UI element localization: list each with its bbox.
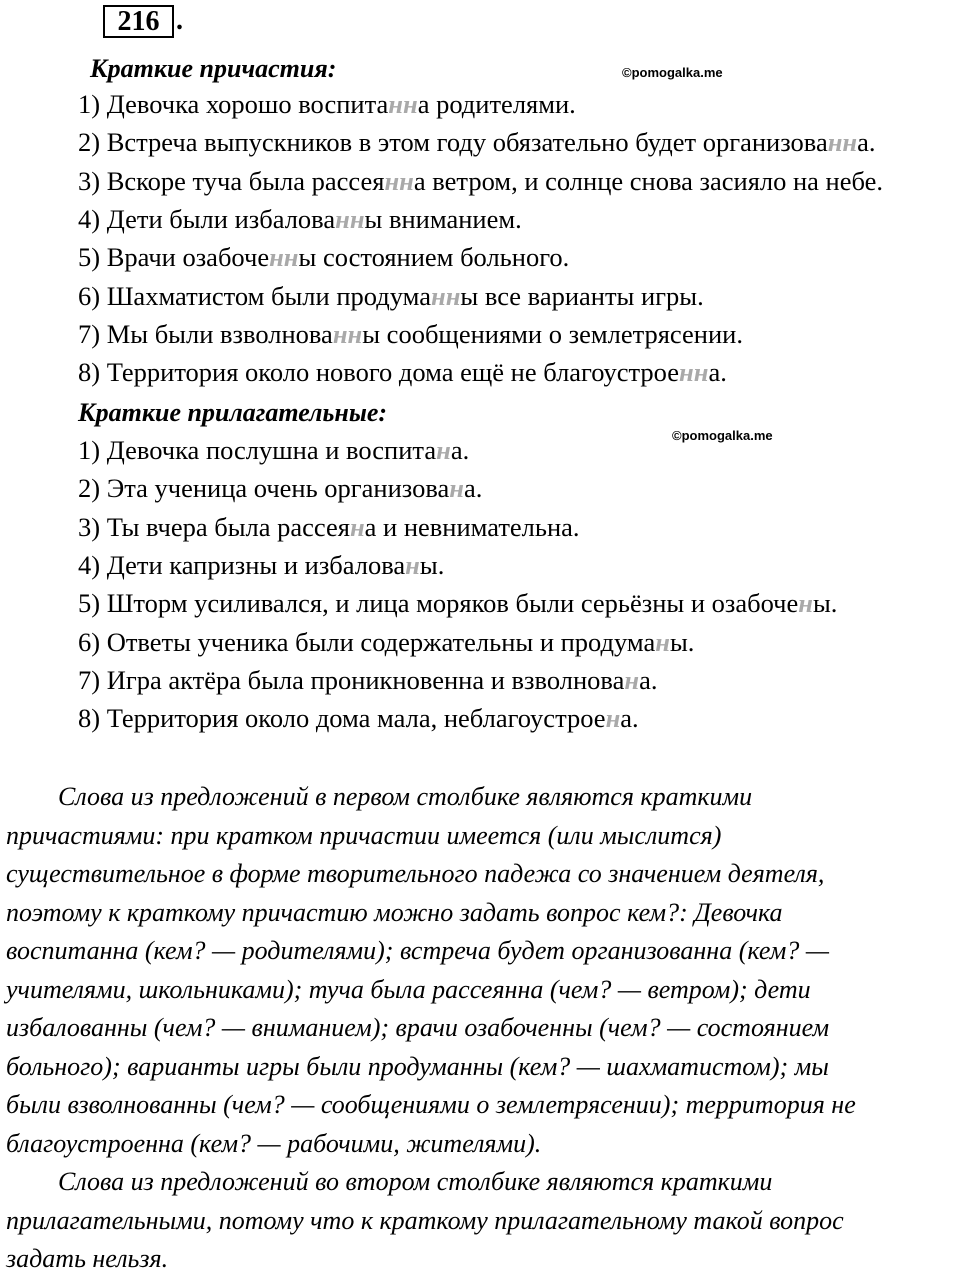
watermark: ©pomogalka.me [622, 65, 723, 80]
paragraph-line: Слова из предложений во втором столбике являются краткими [6, 1167, 773, 1196]
item-text-after: а. [857, 127, 876, 158]
paragraph-line: Слова из предложений в первом столбике являются краткими [6, 782, 753, 811]
item-text-before: 6) Шахматистом были продума [78, 280, 431, 311]
explanation-paragraph-2 [6, 1163, 954, 1279]
paragraph-line: учителями, школьниками); туча была рассеянна (чем? — ветром); дети [6, 974, 811, 1004]
highlighted-letters: нн [388, 89, 418, 119]
item-text-after: а. [450, 435, 470, 465]
item-text-before: 8) Территория около нового дома ещё не благоустрое [78, 357, 680, 388]
item-text-after: а. [464, 473, 483, 504]
item-text-before: 8) Территория около дома мала, неблагоустрое [78, 703, 606, 734]
item-text-after: а родителями. [417, 89, 576, 119]
paragraph-line: больного); варианты игры были продуманны (кем? — шахматистом); мы [6, 1051, 829, 1081]
item-text-after: ы сообщениями о землетрясении. [362, 318, 743, 349]
list-item [78, 434, 469, 466]
task-number-dot: . [176, 5, 183, 36]
paragraph-line: избалованны (чем? — вниманием); врачи озабоченны (чем? — состоянием [6, 1013, 830, 1042]
highlighted-letters: н [436, 435, 451, 465]
list-item [78, 280, 704, 312]
highlighted-letters: н [449, 473, 465, 504]
task-number-box [103, 5, 174, 38]
heading-short-participles: Краткие причастия: [90, 54, 337, 83]
list-item [78, 88, 576, 120]
item-text-after: а и невнимательна. [364, 511, 580, 542]
highlighted-letters: н [605, 703, 621, 734]
paragraph-line: прилагательными, потому что к краткому прилагательному такой вопрос [6, 1205, 844, 1235]
list-item [78, 472, 482, 504]
item-text-after: а. [708, 357, 727, 388]
paragraph-line: благоустроенна (кем? — рабочими, жителями). [6, 1128, 542, 1158]
highlighted-letters: нн [384, 165, 414, 196]
list-item [78, 318, 743, 350]
list-item [78, 165, 883, 197]
item-text-after: ы все варианты игры. [460, 280, 704, 311]
paragraph-line: были взволнованны (чем? — сообщениями о землетрясении); территория не [6, 1090, 856, 1119]
list-item [78, 126, 876, 158]
item-text-after: а. [620, 703, 639, 734]
item-text-before: 5) Врачи озабоче [78, 242, 270, 273]
list-item [78, 241, 569, 273]
list-item [78, 702, 639, 734]
item-text-before: 1) Девочка хорошо воспита [78, 89, 389, 119]
item-text-before: 7) Игра актёра была проникновенна и взволнова [78, 664, 625, 695]
paragraph-line: причастиями: при кратком причастии имеется (или мыслится) [6, 820, 722, 850]
list-item [78, 587, 837, 619]
list-item [78, 203, 522, 235]
item-text-before: 7) Мы были взволнова [78, 318, 333, 349]
highlighted-letters: н [655, 626, 670, 657]
item-text-after: а. [639, 664, 658, 695]
item-text-before: 4) Дети были избалова [78, 203, 336, 234]
explanation-paragraph-1 [6, 778, 954, 1163]
item-text-before: 4) Дети капризны и избалова [78, 549, 406, 580]
list-item [78, 511, 580, 543]
watermark: ©pomogalka.me [672, 428, 773, 443]
item-text-before: 6) Ответы ученика были содержательны и продума [78, 626, 656, 657]
heading-short-adjectives: Краткие прилагательные: [78, 398, 388, 427]
highlighted-letters: н [624, 664, 640, 695]
highlighted-letters: нн [430, 280, 461, 311]
item-text-after: а ветром, и солнце снова засияло на небе. [413, 165, 884, 196]
highlighted-letters: нн [335, 203, 365, 234]
list-item [78, 356, 727, 388]
item-text-after: ы вниманием. [364, 203, 522, 234]
item-text-before: 3) Ты вчера была рассея [78, 511, 350, 542]
list-item [78, 626, 694, 658]
highlighted-letters: н [405, 549, 420, 580]
item-text-after: ы. [419, 549, 445, 580]
item-text-before: 1) Девочка послушна и воспита [78, 435, 437, 465]
paragraph-line: задать нельзя. [6, 1244, 169, 1273]
highlighted-letters: нн [827, 127, 858, 158]
paragraph-line: воспитанна (кем? — родителями); встреча будет организованна (кем? — [6, 936, 829, 965]
list-item [78, 549, 444, 581]
item-text-before: 2) Эта ученица очень организова [78, 473, 450, 504]
highlighted-letters: нн [269, 242, 299, 273]
item-text-after: ы состоянием больного. [298, 242, 570, 273]
list-item [78, 664, 657, 696]
task-number: 216 [117, 6, 160, 37]
highlighted-letters: нн [679, 357, 709, 388]
item-text-before: 2) Встреча выпускников в этом году обязательно будет организова [78, 127, 828, 158]
item-text-after: ы. [670, 626, 695, 657]
highlighted-letters: н [349, 511, 365, 542]
highlighted-letters: н [798, 588, 813, 619]
paragraph-line: существительное в форме творительного падежа со значением деятеля, [6, 859, 825, 888]
item-text-before: 3) Вскоре туча была рассея [78, 165, 385, 196]
paragraph-line: поэтому к краткому причастию можно задать вопрос кем?: Девочка [6, 897, 783, 927]
item-text-after: ы. [812, 588, 838, 619]
item-text-before: 5) Шторм усиливался, и лица моряков были серьёзны и озабоче [78, 588, 799, 619]
highlighted-letters: нн [332, 318, 363, 349]
